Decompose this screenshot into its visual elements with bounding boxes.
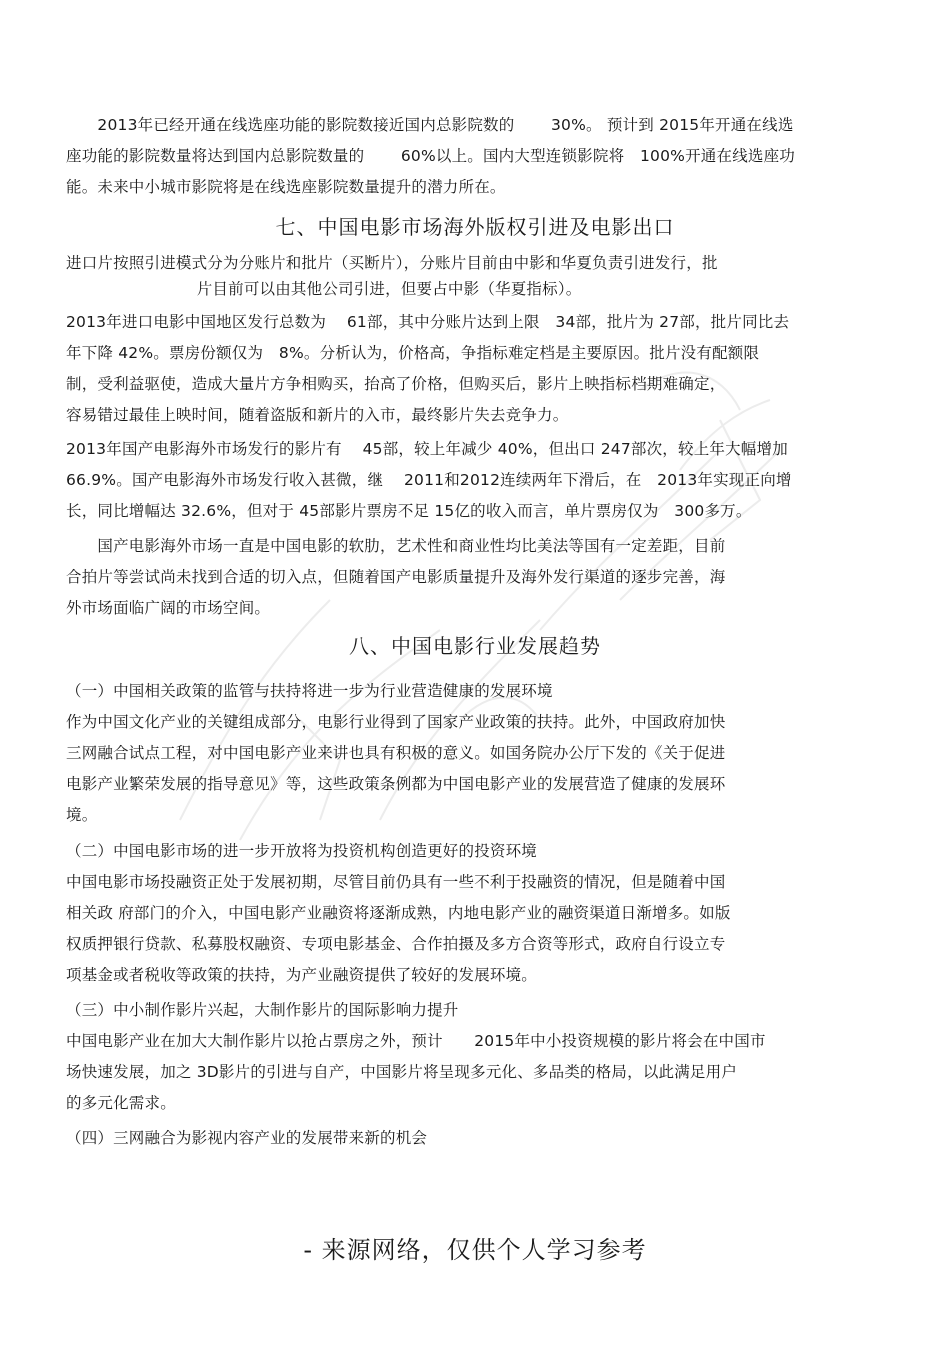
section-heading-7: 七、中国电影市场海外版权引进及电影出口 [275,215,675,239]
paragraph-policy-support [66,707,878,831]
text-line: 能。未来中小城市影院将是在线选座影院数量提升的潜力所在。 [66,178,506,196]
text-line: （一）中国相关政策的监管与扶持将进一步为行业营造健康的发展环境 [66,682,553,700]
text-line: 境。 [66,806,98,824]
text-line: 进口片按照引进模式分为分账片和批片（买断片），分账片目前由中影和华夏负责引进发行，批 [66,254,718,272]
text-line: 中国电影产业在加大大制作影片以抢占票房之外，预计 2015年中小投资规模的影片将会在中国市 [66,1032,766,1050]
paragraph-investment-environment [66,867,878,991]
text-line: 权质押银行贷款、私募股权融资、专项电影基金、合作拍摄及多方合资等形式，政府自行设立专 [66,935,726,953]
text-line: 容易错过最佳上映时间，随着盗版和新片的入市，最终影片失去竞争力。 [66,406,569,424]
footer-source-note: - 来源网络，仅供个人学习参考 [303,1236,647,1264]
text-line: （二）中国电影市场的进一步开放将为投资机构创造更好的投资环境 [66,842,538,860]
text-line: 制，受利益驱使，造成大量片方争相购买，抬高了价格，但购买后，影片上映指标档期难确定， [66,375,726,393]
text-line: 2013年进口电影中国地区发行总数为 61部，其中分账片达到上限 34部，批片为 27部，批片同比去 [66,313,790,331]
subsection-heading-1 [66,676,878,707]
paragraph-overseas-market [66,531,878,624]
text-line: 座功能的影院数量将达到国内总影院数量的 60%以上。国内大型连锁影院将 100%开通在线选座功 [66,147,795,165]
text-line: 中国电影市场投融资正处于发展初期，尽管目前仍具有一些不利于投融资的情况，但是随着中国 [66,873,726,891]
subsection-heading-3 [66,995,878,1026]
subsection-heading-4 [66,1123,878,1154]
paragraph-import-models [66,250,878,302]
text-line: 片目前可以由其他公司引进，但要占中影（华夏指标）。 [66,280,582,298]
paragraph-online-seat-selection [66,110,878,203]
text-line: 相关政 府部门的介入，中国电影产业融资将逐渐成熟，内地电影产业的融资渠道日渐增多。如版 [66,904,731,922]
text-line: 三网融合试点工程，对中国电影产业来讲也具有积极的意义。如国务院办公厅下发的《关于促进 [66,744,726,762]
text-line: 外市场面临广阔的市场空间。 [66,599,271,617]
text-line: （四）三网融合为影视内容产业的发展带来新的机会 [66,1129,428,1147]
subsection-heading-2 [66,836,878,867]
paragraph-export-stats [66,434,878,527]
text-line: 电影产业繁荣发展的指导意见》等，这些政策条例都为中国电影产业的发展营造了健康的发展环 [66,775,726,793]
text-line: 年下降 42%。票房份额仅为 8%。分析认为，价格高，争指标难定档是主要原因。批片没有配额限 [66,344,760,362]
paragraph-small-productions [66,1026,878,1119]
text-line: 项基金或者税收等政策的扶持，为产业融资提供了较好的发展环境。 [66,966,538,984]
section-heading-8: 八、中国电影行业发展趋势 [349,634,601,658]
text-line: 2013年已经开通在线选座功能的影院数接近国内总影院数的 30%。 预计到 2015年开通在线选 [66,116,794,134]
paragraph-import-stats [66,307,878,431]
text-line: 长，同比增幅达 32.6%，但对于 45部影片票房不足 15亿的收入而言，单片票房仅为 300多万。 [66,502,752,520]
text-line: 2013年国产电影海外市场发行的影片有 45部，较上年减少 40%，但出口 247部次，较上年大幅增加 [66,440,788,458]
text-line: 场快速发展，加之 3D影片的引进与自产，中国影片将呈现多元化、多品类的格局，以此满足用户 [66,1063,738,1081]
text-line: 国产电影海外市场一直是中国电影的软肋，艺术性和商业性均比美法等国有一定差距，目前 [66,537,726,555]
text-line: 66.9%。国产电影海外市场发行收入甚微，继 2011和2012连续两年下滑后，在 2013年实现正向增 [66,471,792,489]
text-line: 作为中国文化产业的关键组成部分，电影行业得到了国家产业政策的扶持。此外，中国政府加快 [66,713,726,731]
text-line: （三）中小制作影片兴起，大制作影片的国际影响力提升 [66,1001,459,1019]
text-line: 的多元化需求。 [66,1094,176,1112]
text-line: 合拍片等尝试尚未找到合适的切入点，但随着国产电影质量提升及海外发行渠道的逐步完善，海 [66,568,726,586]
